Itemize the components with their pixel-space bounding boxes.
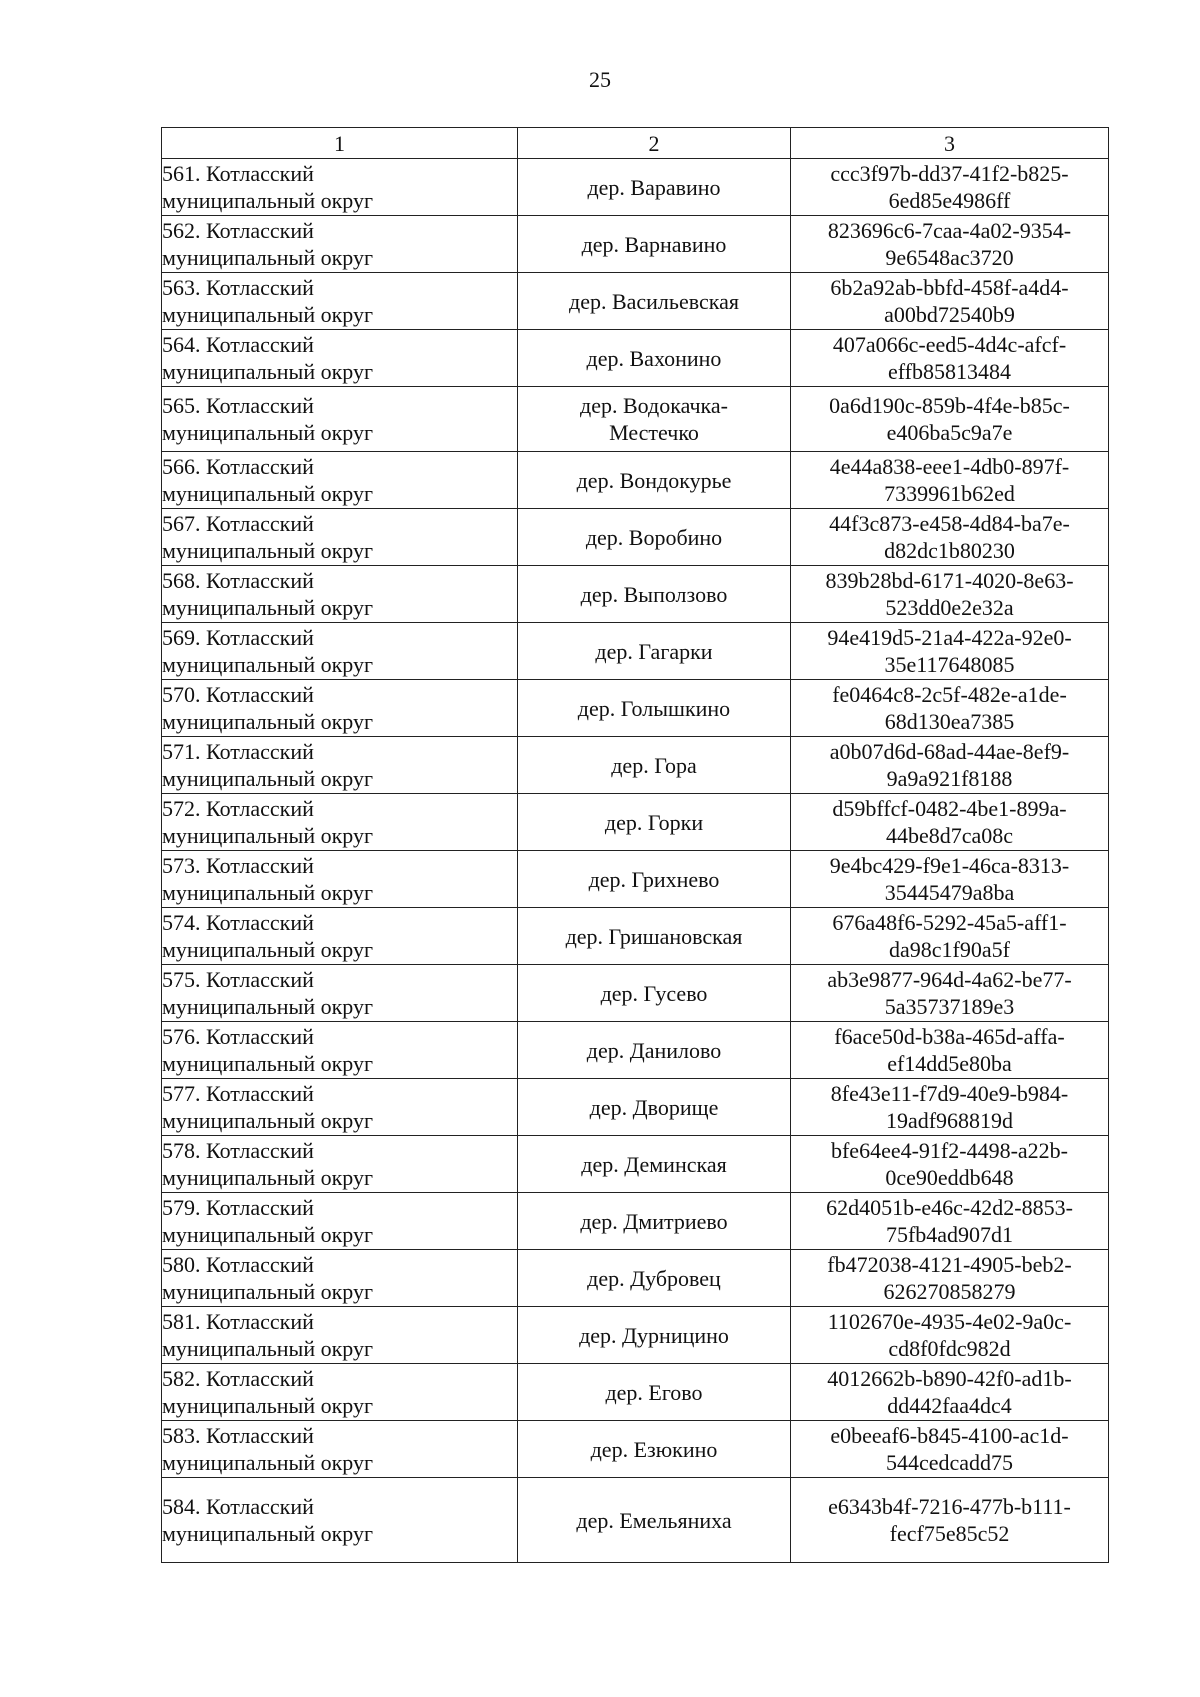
district-line-2: муниципальный округ	[162, 994, 374, 1019]
table-row	[162, 159, 1109, 216]
settlement-cell	[518, 1193, 791, 1250]
district-line-2: муниципальный округ	[162, 652, 374, 677]
guid-line-1: 4012662b-b890-42f0-ad1b-	[827, 1366, 1072, 1391]
table-row	[162, 452, 1109, 509]
district-line-2: муниципальный округ	[162, 1336, 374, 1361]
page-number: 25	[589, 67, 611, 92]
district-line-2: муниципальный округ	[162, 1108, 374, 1133]
settlement-name: дер. Грихнево	[588, 866, 720, 892]
settlement-cell	[518, 965, 791, 1022]
guid-line-1: 676a48f6-5292-45a5-aff1-	[832, 910, 1067, 935]
guid-cell	[791, 1250, 1109, 1307]
row-number: 583.	[162, 1423, 201, 1448]
guid-line-2: 19adf968819d	[885, 1108, 1014, 1133]
table-row	[162, 680, 1109, 737]
district-line-1	[162, 966, 517, 993]
guid-line-1: fb472038-4121-4905-beb2-	[827, 1252, 1072, 1277]
settlement-name: дер. Гришановская	[565, 923, 743, 949]
guid-line-2: 68d130ea7385	[884, 709, 1015, 734]
settlement-cell	[518, 1250, 791, 1307]
district-line-1	[162, 274, 517, 301]
table-row	[162, 1364, 1109, 1421]
guid-line-2: 626270858279	[883, 1279, 1016, 1304]
guid-line-2: 35445479a8ba	[884, 880, 1015, 905]
row-number: 581.	[162, 1309, 201, 1334]
district-line-2: муниципальный округ	[162, 1450, 374, 1475]
district-line-2: муниципальный округ	[162, 1393, 374, 1418]
district-cell	[162, 1364, 518, 1421]
guid-line-2: dd442faa4dc4	[887, 1393, 1012, 1418]
row-number: 571.	[162, 739, 201, 764]
row-number: 568.	[162, 568, 201, 593]
settlement-cell	[518, 1079, 791, 1136]
guid-line-1: 94e419d5-21a4-422a-92e0-	[827, 625, 1072, 650]
guid-line-1: 6b2a92ab-bbfd-458f-a4d4-	[830, 275, 1069, 300]
guid-cell	[791, 1193, 1109, 1250]
guid-cell	[791, 1478, 1109, 1563]
settlement-name: дер. Деминская	[581, 1151, 727, 1177]
guid-cell	[791, 566, 1109, 623]
district-line-2: муниципальный округ	[162, 709, 374, 734]
row-number: 573.	[162, 853, 201, 878]
header-row	[162, 128, 1109, 159]
guid-line-1: 44f3c873-e458-4d84-ba7e-	[829, 511, 1070, 536]
settlement-name: дер. Варавино	[587, 174, 721, 200]
settlement-name: дер. Гагарки	[595, 638, 713, 664]
settlement-name: дер. Езюкино	[590, 1436, 718, 1462]
row-number: 567.	[162, 511, 201, 536]
district-name: Котласский	[206, 218, 314, 243]
district-cell	[162, 1136, 518, 1193]
district-name: Котласский	[206, 454, 314, 479]
guid-line-2: 523dd0e2e32a	[885, 595, 1014, 620]
settlement-cell	[518, 1478, 791, 1563]
district-cell	[162, 509, 518, 566]
district-name: Котласский	[206, 568, 314, 593]
row-number: 562.	[162, 218, 201, 243]
guid-cell	[791, 794, 1109, 851]
district-line-2: муниципальный округ	[162, 766, 374, 791]
district-line-2: муниципальный округ	[162, 1165, 374, 1190]
table-row	[162, 1022, 1109, 1079]
settlement-name: дер. Дворище	[589, 1094, 719, 1120]
settlement-name: дер. Воробино	[585, 524, 723, 550]
district-line-2: муниципальный округ	[162, 1521, 374, 1546]
district-line-1	[162, 795, 517, 822]
settlement-cell	[518, 1364, 791, 1421]
district-line-1	[162, 160, 517, 187]
settlement-name: дер. Вахонино	[586, 345, 722, 371]
guid-line-2: d82dc1b80230	[884, 538, 1015, 563]
row-number: 570.	[162, 682, 201, 707]
table-row	[162, 1079, 1109, 1136]
guid-line-1: f6ace50d-b38a-465d-affa-	[834, 1024, 1065, 1049]
district-line-2: муниципальный округ	[162, 1222, 374, 1247]
district-line-1	[162, 453, 517, 480]
district-name: Котласский	[206, 853, 314, 878]
table-row	[162, 273, 1109, 330]
district-cell	[162, 794, 518, 851]
table-row	[162, 908, 1109, 965]
district-cell	[162, 965, 518, 1022]
table-row	[162, 387, 1109, 452]
column-header-2: 2	[518, 128, 791, 159]
settlement-cell	[518, 1136, 791, 1193]
district-cell	[162, 159, 518, 216]
guid-line-1: 9e4bc429-f9e1-46ca-8313-	[829, 853, 1070, 878]
settlement-cell	[518, 159, 791, 216]
settlement-cell	[518, 1307, 791, 1364]
guid-line-1: 62d4051b-e46c-42d2-8853-	[826, 1195, 1073, 1220]
table-row	[162, 851, 1109, 908]
row-number: 564.	[162, 332, 201, 357]
district-name: Котласский	[206, 275, 314, 300]
district-line-1	[162, 1194, 517, 1221]
table-row	[162, 1250, 1109, 1307]
guid-cell	[791, 1421, 1109, 1478]
settlement-cell	[518, 851, 791, 908]
district-cell	[162, 908, 518, 965]
guid-line-1: 8fe43e11-f7d9-40e9-b984-	[830, 1081, 1069, 1106]
district-name: Котласский	[206, 393, 314, 418]
guid-line-2: 9e6548ac3720	[885, 245, 1014, 270]
district-line-2: муниципальный округ	[162, 937, 374, 962]
district-cell	[162, 1307, 518, 1364]
settlement-name: дер. Гора	[611, 752, 697, 778]
district-cell	[162, 330, 518, 387]
district-cell	[162, 273, 518, 330]
settlement-name: дер. Голышкино	[577, 695, 731, 721]
guid-cell	[791, 387, 1109, 452]
settlement-cell	[518, 794, 791, 851]
settlement-cell	[518, 680, 791, 737]
district-line-1	[162, 1308, 517, 1335]
table-header	[162, 128, 1109, 159]
column-header-1: 1	[162, 128, 518, 159]
row-number: 565.	[162, 393, 201, 418]
district-line-2: муниципальный округ	[162, 880, 374, 905]
row-number: 577.	[162, 1081, 201, 1106]
district-line-2: муниципальный округ	[162, 481, 374, 506]
district-cell	[162, 1193, 518, 1250]
district-name: Котласский	[206, 1081, 314, 1106]
table-row	[162, 1307, 1109, 1364]
row-number: 582.	[162, 1366, 201, 1391]
district-line-1	[162, 852, 517, 879]
table-row	[162, 737, 1109, 794]
district-line-2: муниципальный округ	[162, 245, 374, 270]
district-line-1	[162, 1365, 517, 1392]
guid-line-2: ef14dd5e80ba	[887, 1051, 1012, 1076]
column-header-3: 3	[791, 128, 1109, 159]
settlement-name: дер. Гусево	[600, 980, 708, 1006]
district-line-1	[162, 331, 517, 358]
row-number: 566.	[162, 454, 201, 479]
guid-line-1: ccc3f97b-dd37-41f2-b825-	[830, 161, 1069, 186]
district-line-1	[162, 1080, 517, 1107]
district-line-1	[162, 567, 517, 594]
district-line-1	[162, 1251, 517, 1278]
settlement-cell	[518, 1022, 791, 1079]
district-cell	[162, 851, 518, 908]
district-name: Котласский	[206, 1138, 314, 1163]
district-line-1	[162, 624, 517, 651]
guid-cell	[791, 509, 1109, 566]
district-cell	[162, 566, 518, 623]
guid-line-2: effb85813484	[887, 359, 1012, 384]
settlement-name: дер. Дурницино	[579, 1322, 729, 1348]
settlement-cell	[518, 330, 791, 387]
district-name: Котласский	[206, 1252, 314, 1277]
guid-line-1: a0b07d6d-68ad-44ae-8ef9-	[829, 739, 1070, 764]
guid-line-1: 1102670e-4935-4e02-9a0c-	[827, 1309, 1072, 1334]
district-cell	[162, 737, 518, 794]
guid-line-2: cd8f0fdc982d	[888, 1336, 1011, 1361]
guid-cell	[791, 1136, 1109, 1193]
row-number: 572.	[162, 796, 201, 821]
settlement-cell	[518, 566, 791, 623]
settlement-cell	[518, 452, 791, 509]
district-name: Котласский	[206, 1309, 314, 1334]
settlement-cell	[518, 737, 791, 794]
district-cell	[162, 1421, 518, 1478]
row-number: 580.	[162, 1252, 201, 1277]
district-name: Котласский	[206, 682, 314, 707]
settlement-cell	[518, 623, 791, 680]
district-name: Котласский	[206, 1494, 314, 1519]
table-row	[162, 965, 1109, 1022]
guid-cell	[791, 965, 1109, 1022]
district-name: Котласский	[206, 1366, 314, 1391]
settlement-name: дер. Варнавино	[581, 231, 727, 257]
guid-line-1: bfe64ee4-91f2-4498-a22b-	[830, 1138, 1068, 1163]
district-line-2: муниципальный округ	[162, 302, 374, 327]
district-cell	[162, 387, 518, 452]
guid-line-1: 839b28bd-6171-4020-8e63-	[825, 568, 1074, 593]
district-name: Котласский	[206, 910, 314, 935]
guid-cell	[791, 851, 1109, 908]
table-row	[162, 330, 1109, 387]
guid-cell	[791, 623, 1109, 680]
settlement-cell	[518, 273, 791, 330]
guid-line-2: 5a35737189e3	[884, 994, 1015, 1019]
guid-cell	[791, 1307, 1109, 1364]
district-name: Котласский	[206, 161, 314, 186]
settlement-cell	[518, 387, 791, 452]
row-number: 578.	[162, 1138, 201, 1163]
guid-line-2: 44be8d7ca08c	[885, 823, 1014, 848]
row-number: 575.	[162, 967, 201, 992]
guid-cell	[791, 1022, 1109, 1079]
settlement-registry-table	[161, 127, 1109, 1563]
district-cell	[162, 1250, 518, 1307]
district-cell	[162, 1022, 518, 1079]
district-name: Котласский	[206, 332, 314, 357]
district-line-1	[162, 392, 517, 419]
guid-cell	[791, 908, 1109, 965]
guid-cell	[791, 1079, 1109, 1136]
district-cell	[162, 680, 518, 737]
district-line-2: муниципальный округ	[162, 1051, 374, 1076]
guid-cell	[791, 273, 1109, 330]
guid-cell	[791, 330, 1109, 387]
district-line-1	[162, 1422, 517, 1449]
table-row	[162, 623, 1109, 680]
district-cell	[162, 452, 518, 509]
district-line-2: муниципальный округ	[162, 188, 374, 213]
district-line-1	[162, 1137, 517, 1164]
table-row	[162, 216, 1109, 273]
guid-line-1: 0a6d190c-859b-4f4e-b85c-	[829, 393, 1070, 418]
guid-line-1: 407a066c-eed5-4d4c-afcf-	[832, 332, 1067, 357]
settlement-name: дер. Вондокурье	[576, 467, 732, 493]
guid-line-2: a00bd72540b9	[884, 302, 1015, 327]
district-line-1	[162, 1493, 517, 1520]
district-line-1	[162, 681, 517, 708]
district-name: Котласский	[206, 796, 314, 821]
district-cell	[162, 1478, 518, 1563]
guid-line-2: fecf75e85c52	[889, 1521, 1010, 1546]
guid-line-2: e406ba5c9a7e	[886, 420, 1013, 445]
guid-cell	[791, 159, 1109, 216]
table-row	[162, 1478, 1109, 1563]
guid-cell	[791, 1364, 1109, 1421]
guid-line-2: 35e117648085	[884, 652, 1015, 677]
table-row	[162, 566, 1109, 623]
district-line-1	[162, 217, 517, 244]
table-row	[162, 509, 1109, 566]
settlement-cell	[518, 1421, 791, 1478]
district-line-2: муниципальный округ	[162, 1279, 374, 1304]
guid-line-1: ab3e9877-964d-4a62-be77-	[827, 967, 1072, 992]
district-line-1	[162, 738, 517, 765]
settlement-name: дер. Емельяниха	[576, 1507, 732, 1533]
row-number: 584.	[162, 1494, 201, 1519]
district-line-2: муниципальный округ	[162, 823, 374, 848]
district-line-2: муниципальный округ	[162, 420, 374, 445]
guid-line-2: 75fb4ad907d1	[885, 1222, 1014, 1247]
guid-line-2: 0ce90eddb648	[885, 1165, 1014, 1190]
row-number: 574.	[162, 910, 201, 935]
district-name: Котласский	[206, 1195, 314, 1220]
settlement-cell	[518, 509, 791, 566]
settlement-cell	[518, 216, 791, 273]
table-row	[162, 794, 1109, 851]
district-name: Котласский	[206, 739, 314, 764]
district-line-2: муниципальный округ	[162, 538, 374, 563]
table-row	[162, 1193, 1109, 1250]
district-name: Котласский	[206, 1024, 314, 1049]
guid-line-2: 9a9a921f8188	[886, 766, 1013, 791]
settlement-name: дер. Выползово	[580, 581, 728, 607]
guid-line-2: 7339961b62ed	[884, 481, 1015, 506]
district-line-2: муниципальный округ	[162, 595, 374, 620]
table-row	[162, 1136, 1109, 1193]
district-cell	[162, 1079, 518, 1136]
district-line-1	[162, 909, 517, 936]
guid-line-2: 544cedcadd75	[885, 1450, 1014, 1475]
guid-cell	[791, 452, 1109, 509]
guid-cell	[791, 737, 1109, 794]
district-line-1	[162, 510, 517, 537]
settlement-name: дер. Горки	[604, 809, 704, 835]
settlement-name: дер. Данилово	[586, 1037, 722, 1063]
guid-line-1: e6343b4f-7216-477b-b111-	[828, 1494, 1071, 1519]
row-number: 576.	[162, 1024, 201, 1049]
guid-line-1: d59bffcf-0482-4be1-899a-	[832, 796, 1067, 821]
settlement-name: дер. Дмитриево	[580, 1208, 728, 1234]
table-row	[162, 1421, 1109, 1478]
district-name: Котласский	[206, 511, 314, 536]
guid-line-1: e0beeaf6-b845-4100-ac1d-	[830, 1423, 1069, 1448]
district-name: Котласский	[206, 625, 314, 650]
guid-line-2: da98c1f90a5f	[889, 937, 1010, 962]
guid-line-1: 4e44a838-eee1-4db0-897f-	[829, 454, 1070, 479]
district-line-1	[162, 1023, 517, 1050]
guid-cell	[791, 216, 1109, 273]
guid-line-2: 6ed85e4986ff	[888, 188, 1011, 213]
row-number: 579.	[162, 1195, 201, 1220]
guid-cell	[791, 680, 1109, 737]
district-line-2: муниципальный округ	[162, 359, 374, 384]
row-number: 569.	[162, 625, 201, 650]
settlement-name: дер. Егово	[605, 1379, 703, 1405]
guid-line-1: fe0464c8-2c5f-482e-a1de-	[832, 682, 1067, 707]
settlement-cell	[518, 908, 791, 965]
district-name: Котласский	[206, 967, 314, 992]
row-number: 563.	[162, 275, 201, 300]
settlement-line-2: Местечко	[609, 420, 699, 445]
district-cell	[162, 216, 518, 273]
district-cell	[162, 623, 518, 680]
table-body	[162, 159, 1109, 1563]
row-number: 561.	[162, 161, 201, 186]
settlement-name: дер. Васильевская	[569, 288, 739, 314]
settlement-name: дер. Дубровец	[587, 1265, 721, 1291]
settlement-line-1: дер. Водокачка-	[580, 393, 728, 418]
guid-line-1: 823696c6-7caa-4a02-9354-	[827, 218, 1072, 243]
district-name: Котласский	[206, 1423, 314, 1448]
